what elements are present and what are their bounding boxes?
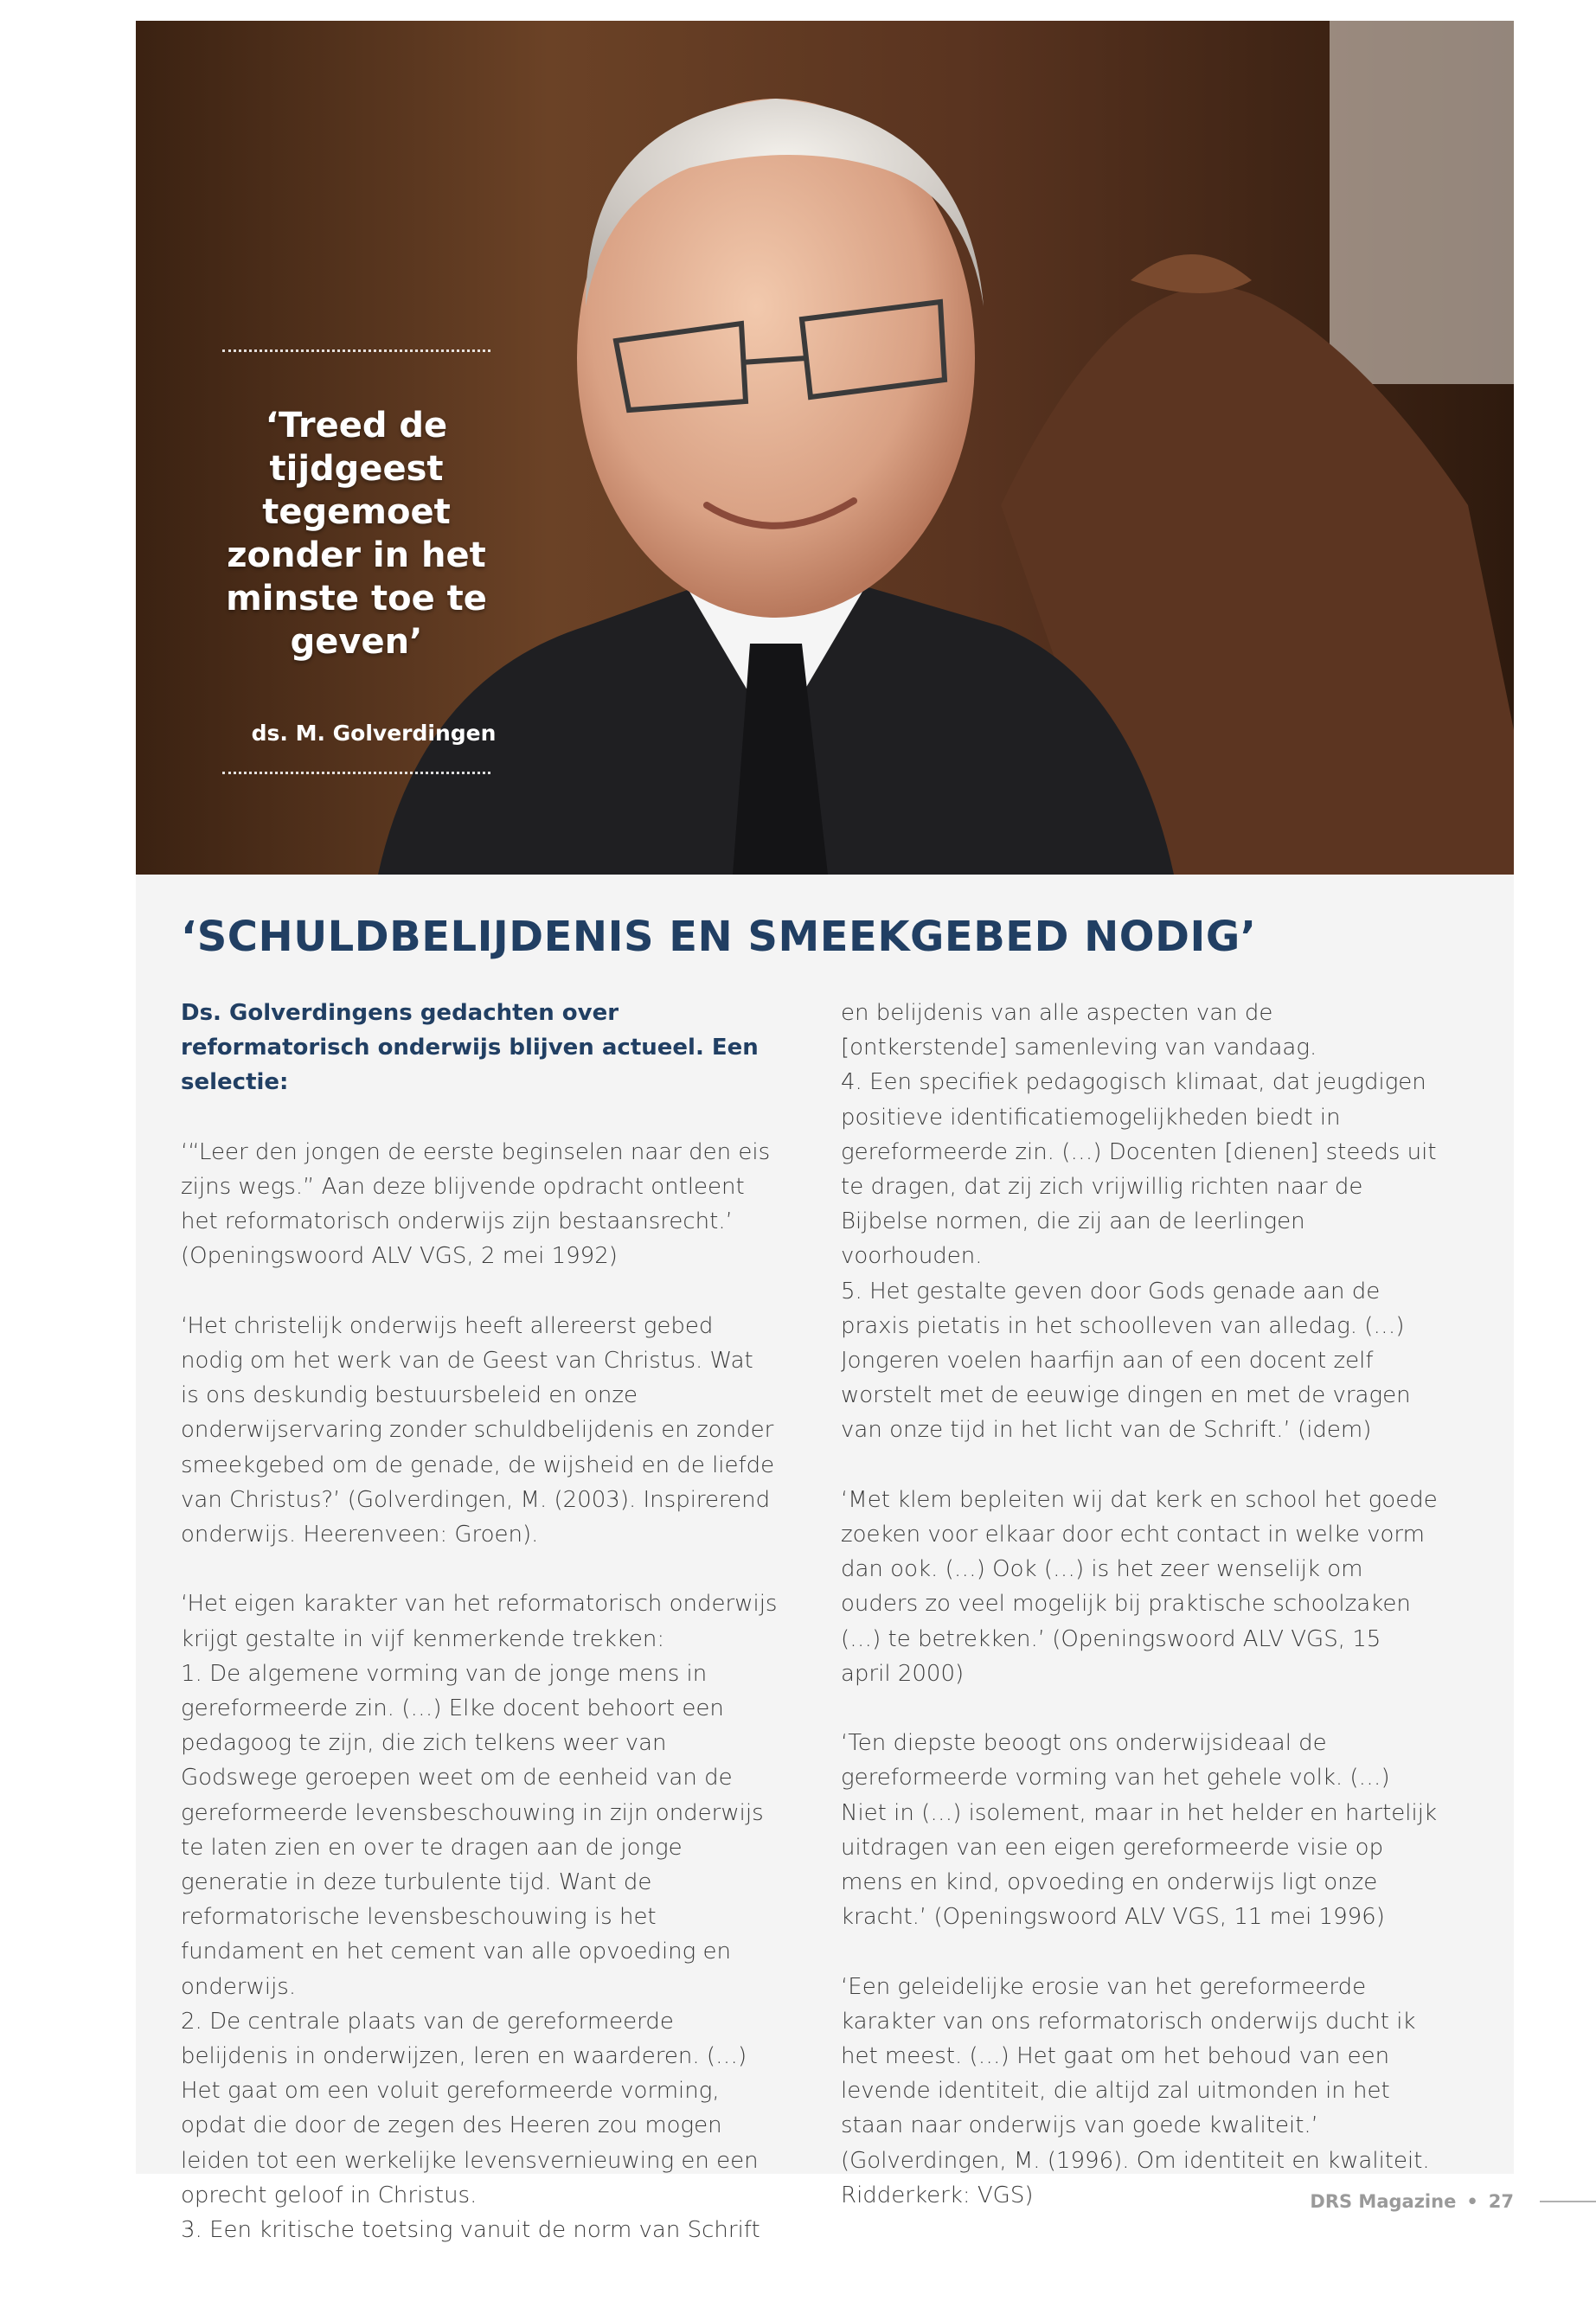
page-number: 27 xyxy=(1488,2191,1514,2212)
article-paragraph: ‘Ten diepste beoogt ons onderwijsideaal de gereformeerde vorming van het gehele volk. (…) Niet in (…) isolement, maar in het helder en hartelijk uitdragen van een eigen gereformeerde visie op mens en kind, opvoeding en onderwijs ligt onze kracht.’ (Openingswoord ALV VGS, 11 mei 1996) xyxy=(841,1730,1438,1931)
pull-quote xyxy=(196,349,516,774)
article-title: ‘SCHULDBELIJDENIS EN SMEEKGEBED NODIG’ xyxy=(181,913,1257,961)
footer-rule xyxy=(1540,2201,1596,2202)
magazine-name: DRS Magazine xyxy=(1310,2191,1457,2212)
article-paragraph: ‘Het eigen karakter van het reformatorisch onderwijs krijgt gestalte in vijf kenmerkende trekken: 1. De algemene vorming van de jonge mens in gereformeerde zin. (…) Elke docent behoort een pedagoog te zijn, die zich telkens weer van Godswege geroepen weet om de eenheid van de gereformeerde levensbeschouwing in zijn onderwijs te laten zien en over te dragen aan de jonge generatie in deze turbulente tijd. Want de reformatorische levensbeschouwing is het fundament en het cement van alle opvoeding en onderwijs. 2. De centrale plaats van de gereformeerde belijdenis in onderwijzen, leren en waarderen. (…) Het gaat om een voluit gereformeerde vorming, opdat die door de zegen des Heeren zou mogen leiden tot een werkelijke levensvernieuwing en een oprecht geloof in Christus. 3. Een kritische toetsing vanuit de norm van Schrift xyxy=(181,1591,778,2244)
article-paragraph: en belijdenis van alle aspecten van de [ontkerstende] samenleving van vandaag. 4. Een specifiek pedagogisch klimaat, dat jeugdigen positieve identificatiemogelijkheden biedt in gereformeerde zin. (…) Docenten [dienen] steeds uit te dragen, dat zij zich vrijwillig richten naar de Bijbelse normen, die zij aan de leerlingen voorhouden. 5. Het gestalte geven door Gods genade aan de praxis pietatis in het schoolleven van alledag. (…) Jongeren voelen haarfijn aan of een docent zelf worstelt met de eeuwige dingen en met de vragen van onze tijd in het licht van de Schrift.’ (idem) xyxy=(841,1000,1437,1444)
portrait-photo xyxy=(136,21,1514,875)
footer-bullet: • xyxy=(1466,2191,1478,2212)
left-paragraphs xyxy=(181,1135,778,2247)
article-column-right xyxy=(841,996,1438,2247)
article-paragraph: ‘Een geleidelijke erosie van het gereformeerde karakter van ons reformatorisch onderwijs ducht ik het meest. (…) Het gaat om het behoud van een levende identiteit, die altijd zal uitmonden in het staan naar onderwijs van goede kwaliteit.’ (Golverdingen, M. (1996). Om identiteit en kwaliteit. Ridderkerk: VGS) xyxy=(841,1973,1430,2208)
dotted-divider-bottom xyxy=(222,772,490,774)
pull-quote-text: ‘Treed de tijdgeest tegemoet zonder in het minste toe te geven’ xyxy=(226,406,487,662)
article-paragraph: ‘Het christelijk onderwijs heeft allereerst gebed nodig om het werk van de Geest van Christus. Wat is ons deskundig bestuursbeleid en onze onderwijservaring zonder schuldbelijdenis en zonder smeekgebed om de genade, de wijsheid en de liefde van Christus?’ (Golverdingen, M. (2003). Inspirerend onderwijs. Heerenveen: Groen). xyxy=(181,1312,775,1548)
page-footer xyxy=(1310,2189,1596,2214)
article-paragraph: ‘Met klem bepleiten wij dat kerk en school het goede zoeken voor elkaar door echt contact in welke vorm dan ook. (…) Ook (…) is het zeer wenselijk om ouders zo veel mogelijk bij praktische schoolzaken (…) te betrekken.’ (Openingswoord ALV VGS, 15 april 2000) xyxy=(841,1486,1438,1687)
right-paragraphs xyxy=(841,996,1438,2213)
article-column-left xyxy=(181,996,778,2282)
dotted-divider-top xyxy=(222,349,490,352)
article-lead: Ds. Golverdingens gedachten over reformatorisch onderwijs blijven actueel. Een selectie: xyxy=(181,1000,759,1096)
pull-quote-author: ds. M. Golverdingen xyxy=(251,721,497,746)
article-paragraph: ‘“Leer den jongen de eerste beginselen naar den eis zijns wegs.” Aan deze blijvende opdracht ontleent het reformatorisch onderwijs zijn bestaansrecht.’ (Openingswoord ALV VGS, 2 mei 1992) xyxy=(181,1138,771,1270)
